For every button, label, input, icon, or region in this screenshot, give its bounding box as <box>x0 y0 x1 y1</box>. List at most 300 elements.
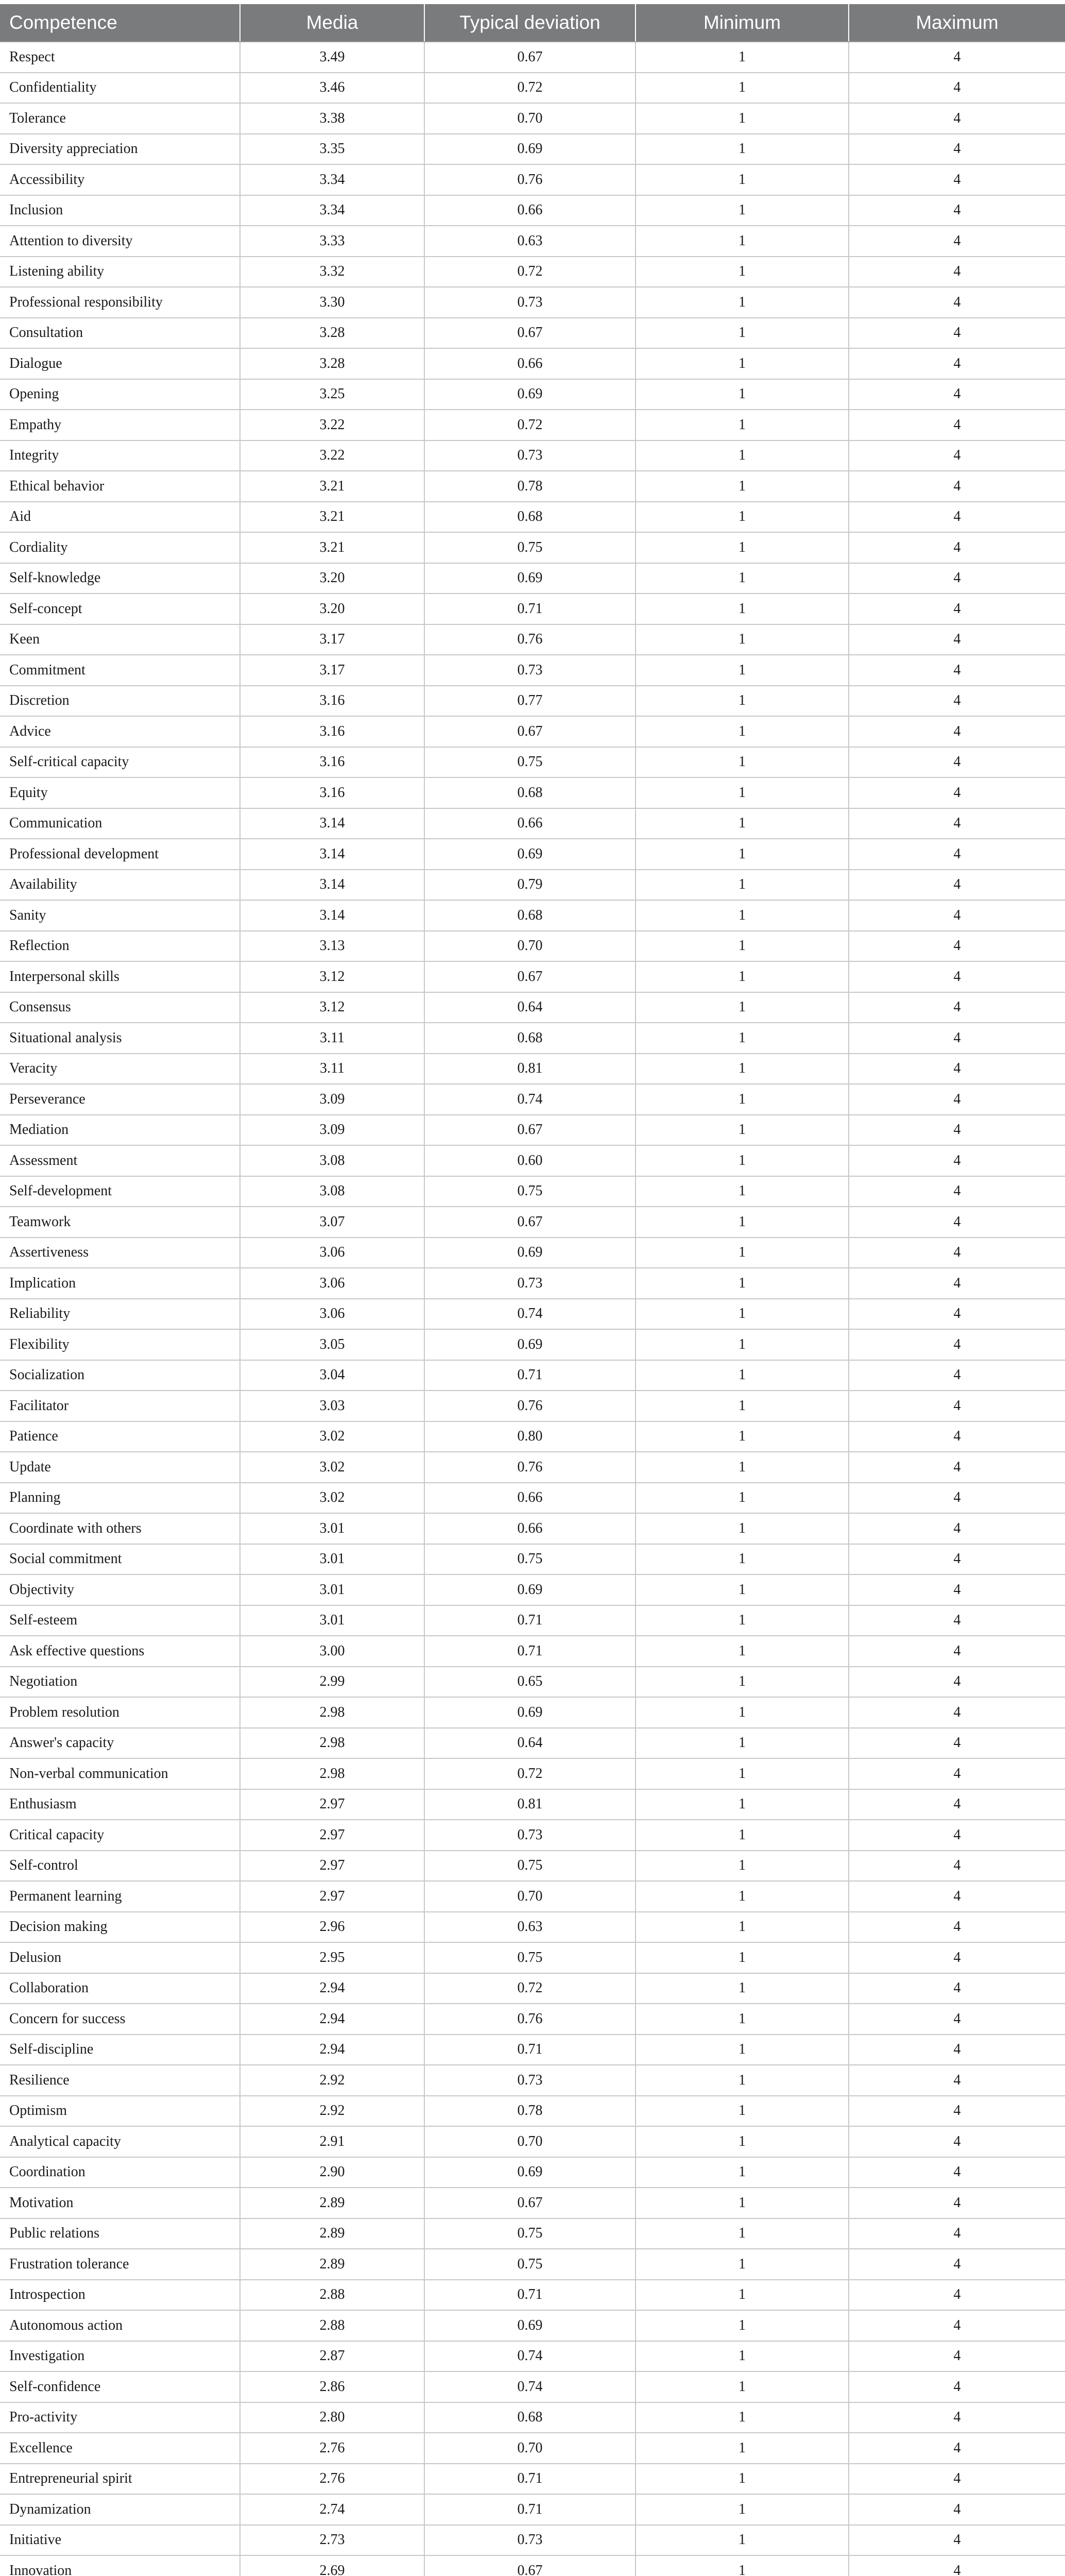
cell-minimum: 1 <box>635 1421 849 1452</box>
cell-minimum: 1 <box>635 1054 849 1084</box>
cell-typical-deviation: 0.71 <box>424 2035 635 2065</box>
cell-media: 3.22 <box>240 440 424 471</box>
table-row <box>0 2371 1065 2402</box>
header-maximum: Maximum <box>849 4 1065 42</box>
cell-typical-deviation: 0.66 <box>424 1483 635 1514</box>
cell-competence: Discretion <box>0 686 240 717</box>
cell-media: 3.14 <box>240 900 424 931</box>
cell-maximum: 4 <box>849 1023 1065 1054</box>
cell-competence: Investigation <box>0 2341 240 2372</box>
cell-typical-deviation: 0.75 <box>424 747 635 778</box>
table-row <box>0 1851 1065 1882</box>
cell-media: 3.16 <box>240 747 424 778</box>
cell-minimum: 1 <box>635 164 849 195</box>
cell-media: 3.33 <box>240 226 424 257</box>
table-row <box>0 379 1065 410</box>
cell-media: 3.34 <box>240 195 424 226</box>
cell-competence: Mediation <box>0 1115 240 1146</box>
cell-typical-deviation: 0.73 <box>424 2065 635 2096</box>
table-row <box>0 2218 1065 2249</box>
cell-typical-deviation: 0.75 <box>424 1942 635 1973</box>
table-row <box>0 2310 1065 2341</box>
cell-typical-deviation: 0.73 <box>424 1268 635 1299</box>
cell-typical-deviation: 0.76 <box>424 1452 635 1483</box>
cell-maximum: 4 <box>849 226 1065 257</box>
cell-typical-deviation: 0.64 <box>424 1728 635 1759</box>
cell-minimum: 1 <box>635 808 849 839</box>
cell-media: 2.92 <box>240 2096 424 2127</box>
table-row <box>0 1973 1065 2004</box>
cell-competence: Planning <box>0 1483 240 1514</box>
cell-maximum: 4 <box>849 2218 1065 2249</box>
cell-maximum: 4 <box>849 1054 1065 1084</box>
cell-typical-deviation: 0.67 <box>424 961 635 992</box>
cell-typical-deviation: 0.68 <box>424 2402 635 2433</box>
cell-typical-deviation: 0.69 <box>424 1329 635 1360</box>
cell-typical-deviation: 0.76 <box>424 624 635 655</box>
cell-competence: Initiative <box>0 2525 240 2556</box>
cell-competence: Commitment <box>0 655 240 686</box>
cell-media: 3.28 <box>240 318 424 349</box>
cell-media: 3.34 <box>240 164 424 195</box>
cell-maximum: 4 <box>849 992 1065 1023</box>
cell-maximum: 4 <box>849 2341 1065 2372</box>
cell-maximum: 4 <box>849 2280 1065 2311</box>
cell-maximum: 4 <box>849 931 1065 962</box>
cell-typical-deviation: 0.69 <box>424 1574 635 1605</box>
cell-media: 2.94 <box>240 2004 424 2035</box>
cell-competence: Diversity appreciation <box>0 134 240 165</box>
cell-maximum: 4 <box>849 1574 1065 1605</box>
cell-competence: Analytical capacity <box>0 2126 240 2157</box>
table-body <box>0 42 1065 2576</box>
cell-competence: Introspection <box>0 2280 240 2311</box>
cell-typical-deviation: 0.66 <box>424 1513 635 1544</box>
cell-competence: Resilience <box>0 2065 240 2096</box>
cell-typical-deviation: 0.69 <box>424 1697 635 1728</box>
cell-competence: Dialogue <box>0 348 240 379</box>
cell-competence: Autonomous action <box>0 2310 240 2341</box>
cell-media: 3.05 <box>240 1329 424 1360</box>
cell-minimum: 1 <box>635 1238 849 1268</box>
cell-maximum: 4 <box>849 2157 1065 2188</box>
cell-maximum: 4 <box>849 2004 1065 2035</box>
cell-competence: Public relations <box>0 2218 240 2249</box>
cell-competence: Motivation <box>0 2188 240 2218</box>
cell-maximum: 4 <box>849 348 1065 379</box>
table-row <box>0 1421 1065 1452</box>
cell-typical-deviation: 0.80 <box>424 1421 635 1452</box>
cell-media: 3.14 <box>240 870 424 901</box>
cell-competence: Aid <box>0 502 240 533</box>
table-row <box>0 2402 1065 2433</box>
cell-media: 3.12 <box>240 992 424 1023</box>
cell-minimum: 1 <box>635 1513 849 1544</box>
cell-media: 2.94 <box>240 1973 424 2004</box>
cell-typical-deviation: 0.72 <box>424 1973 635 2004</box>
cell-minimum: 1 <box>635 839 849 870</box>
cell-competence: Interpersonal skills <box>0 961 240 992</box>
cell-maximum: 4 <box>849 195 1065 226</box>
cell-typical-deviation: 0.69 <box>424 839 635 870</box>
cell-media: 2.88 <box>240 2280 424 2311</box>
table-row <box>0 2249 1065 2280</box>
cell-minimum: 1 <box>635 1912 849 1943</box>
cell-minimum: 1 <box>635 2494 849 2525</box>
table-row <box>0 1513 1065 1544</box>
table-row <box>0 1207 1065 1238</box>
table-row <box>0 2157 1065 2188</box>
cell-minimum: 1 <box>635 1973 849 2004</box>
table-row <box>0 471 1065 502</box>
cell-competence: Accessibility <box>0 164 240 195</box>
cell-maximum: 4 <box>849 2494 1065 2525</box>
cell-minimum: 1 <box>635 992 849 1023</box>
cell-minimum: 1 <box>635 1207 849 1238</box>
cell-media: 3.08 <box>240 1145 424 1176</box>
header-media: Media <box>240 4 424 42</box>
cell-minimum: 1 <box>635 1789 849 1820</box>
cell-competence: Ethical behavior <box>0 471 240 502</box>
table-row <box>0 1544 1065 1575</box>
cell-typical-deviation: 0.73 <box>424 655 635 686</box>
cell-competence: Self-confidence <box>0 2371 240 2402</box>
cell-media: 3.16 <box>240 686 424 717</box>
cell-media: 3.03 <box>240 1391 424 1421</box>
cell-competence: Keen <box>0 624 240 655</box>
table-row <box>0 1084 1065 1115</box>
cell-competence: Sanity <box>0 900 240 931</box>
cell-maximum: 4 <box>849 2371 1065 2402</box>
cell-typical-deviation: 0.67 <box>424 2188 635 2218</box>
table-row <box>0 440 1065 471</box>
cell-maximum: 4 <box>849 1697 1065 1728</box>
cell-typical-deviation: 0.81 <box>424 1054 635 1084</box>
cell-minimum: 1 <box>635 195 849 226</box>
cell-media: 2.97 <box>240 1851 424 1882</box>
cell-media: 3.01 <box>240 1574 424 1605</box>
cell-maximum: 4 <box>849 2249 1065 2280</box>
table-row <box>0 2004 1065 2035</box>
cell-typical-deviation: 0.73 <box>424 1820 635 1851</box>
table-row <box>0 318 1065 349</box>
cell-minimum: 1 <box>635 1636 849 1667</box>
cell-minimum: 1 <box>635 502 849 533</box>
cell-competence: Integrity <box>0 440 240 471</box>
cell-competence: Respect <box>0 42 240 73</box>
cell-typical-deviation: 0.76 <box>424 164 635 195</box>
cell-maximum: 4 <box>849 502 1065 533</box>
cell-maximum: 4 <box>849 1942 1065 1973</box>
table-row <box>0 1452 1065 1483</box>
cell-maximum: 4 <box>849 1605 1065 1636</box>
table-row <box>0 348 1065 379</box>
cell-media: 2.92 <box>240 2065 424 2096</box>
table-row <box>0 1667 1065 1698</box>
cell-minimum: 1 <box>635 257 849 287</box>
cell-maximum: 4 <box>849 440 1065 471</box>
cell-maximum: 4 <box>849 808 1065 839</box>
cell-maximum: 4 <box>849 2096 1065 2127</box>
cell-competence: Self-control <box>0 1851 240 1882</box>
cell-minimum: 1 <box>635 1483 849 1514</box>
cell-competence: Delusion <box>0 1942 240 1973</box>
cell-media: 3.06 <box>240 1238 424 1268</box>
cell-maximum: 4 <box>849 2065 1065 2096</box>
cell-typical-deviation: 0.73 <box>424 2525 635 2556</box>
cell-media: 2.95 <box>240 1942 424 1973</box>
cell-typical-deviation: 0.75 <box>424 1176 635 1207</box>
cell-typical-deviation: 0.76 <box>424 2004 635 2035</box>
cell-media: 3.09 <box>240 1084 424 1115</box>
table-row <box>0 2433 1065 2464</box>
table-row <box>0 1912 1065 1943</box>
cell-typical-deviation: 0.74 <box>424 1299 635 1330</box>
cell-minimum: 1 <box>635 2065 849 2096</box>
header-typical-deviation: Typical deviation <box>424 4 635 42</box>
cell-minimum: 1 <box>635 379 849 410</box>
cell-typical-deviation: 0.69 <box>424 379 635 410</box>
cell-media: 2.89 <box>240 2249 424 2280</box>
cell-minimum: 1 <box>635 777 849 808</box>
competence-table <box>0 4 1065 2576</box>
cell-competence: Self-knowledge <box>0 563 240 594</box>
cell-typical-deviation: 0.67 <box>424 318 635 349</box>
cell-maximum: 4 <box>849 1758 1065 1789</box>
table-row <box>0 502 1065 533</box>
table-row <box>0 1145 1065 1176</box>
cell-typical-deviation: 0.72 <box>424 1758 635 1789</box>
cell-media: 3.20 <box>240 563 424 594</box>
cell-media: 2.96 <box>240 1912 424 1943</box>
cell-media: 2.97 <box>240 1881 424 1912</box>
cell-minimum: 1 <box>635 900 849 931</box>
table-row <box>0 900 1065 931</box>
cell-minimum: 1 <box>635 1145 849 1176</box>
cell-media: 3.09 <box>240 1115 424 1146</box>
cell-maximum: 4 <box>849 900 1065 931</box>
cell-typical-deviation: 0.70 <box>424 2126 635 2157</box>
table-row <box>0 2464 1065 2495</box>
table-row <box>0 42 1065 73</box>
cell-minimum: 1 <box>635 1268 849 1299</box>
cell-competence: Decision making <box>0 1912 240 1943</box>
cell-minimum: 1 <box>635 1605 849 1636</box>
table-row <box>0 1789 1065 1820</box>
cell-media: 2.91 <box>240 2126 424 2157</box>
cell-typical-deviation: 0.79 <box>424 870 635 901</box>
cell-minimum: 1 <box>635 2280 849 2311</box>
cell-competence: Flexibility <box>0 1329 240 1360</box>
cell-competence: Self-discipline <box>0 2035 240 2065</box>
cell-competence: Update <box>0 1452 240 1483</box>
cell-competence: Attention to diversity <box>0 226 240 257</box>
cell-minimum: 1 <box>635 2126 849 2157</box>
cell-typical-deviation: 0.63 <box>424 226 635 257</box>
cell-maximum: 4 <box>849 1360 1065 1391</box>
cell-maximum: 4 <box>849 716 1065 747</box>
table-row <box>0 870 1065 901</box>
table-row <box>0 287 1065 318</box>
cell-minimum: 1 <box>635 226 849 257</box>
cell-minimum: 1 <box>635 1758 849 1789</box>
cell-minimum: 1 <box>635 440 849 471</box>
cell-minimum: 1 <box>635 1667 849 1698</box>
table-row <box>0 1268 1065 1299</box>
cell-competence: Advice <box>0 716 240 747</box>
cell-competence: Consultation <box>0 318 240 349</box>
cell-media: 3.06 <box>240 1268 424 1299</box>
cell-typical-deviation: 0.71 <box>424 2494 635 2525</box>
cell-competence: Consensus <box>0 992 240 1023</box>
cell-minimum: 1 <box>635 1084 849 1115</box>
cell-maximum: 4 <box>849 624 1065 655</box>
cell-minimum: 1 <box>635 2249 849 2280</box>
cell-media: 3.32 <box>240 257 424 287</box>
cell-maximum: 4 <box>849 1329 1065 1360</box>
cell-competence: Frustration tolerance <box>0 2249 240 2280</box>
cell-typical-deviation: 0.78 <box>424 2096 635 2127</box>
cell-competence: Perseverance <box>0 1084 240 1115</box>
cell-minimum: 1 <box>635 1851 849 1882</box>
cell-media: 3.11 <box>240 1023 424 1054</box>
cell-minimum: 1 <box>635 2004 849 2035</box>
cell-media: 2.98 <box>240 1697 424 1728</box>
table-row <box>0 195 1065 226</box>
cell-media: 3.11 <box>240 1054 424 1084</box>
cell-maximum: 4 <box>849 379 1065 410</box>
cell-minimum: 1 <box>635 2035 849 2065</box>
cell-typical-deviation: 0.71 <box>424 1636 635 1667</box>
table-row <box>0 808 1065 839</box>
cell-typical-deviation: 0.60 <box>424 1145 635 1176</box>
table-row <box>0 532 1065 563</box>
cell-competence: Optimism <box>0 2096 240 2127</box>
table-row <box>0 1054 1065 1084</box>
cell-competence: Excellence <box>0 2433 240 2464</box>
table-row <box>0 2188 1065 2218</box>
cell-competence: Professional responsibility <box>0 287 240 318</box>
cell-typical-deviation: 0.68 <box>424 1023 635 1054</box>
cell-media: 2.76 <box>240 2464 424 2495</box>
cell-minimum: 1 <box>635 1881 849 1912</box>
cell-typical-deviation: 0.68 <box>424 502 635 533</box>
cell-competence: Critical capacity <box>0 1820 240 1851</box>
cell-maximum: 4 <box>849 563 1065 594</box>
cell-maximum: 4 <box>849 1513 1065 1544</box>
cell-media: 2.89 <box>240 2218 424 2249</box>
cell-minimum: 1 <box>635 2402 849 2433</box>
table-row <box>0 1299 1065 1330</box>
cell-typical-deviation: 0.73 <box>424 440 635 471</box>
cell-minimum: 1 <box>635 2188 849 2218</box>
cell-typical-deviation: 0.71 <box>424 2464 635 2495</box>
cell-maximum: 4 <box>849 594 1065 624</box>
table-row <box>0 1574 1065 1605</box>
table-row <box>0 747 1065 778</box>
cell-maximum: 4 <box>849 1391 1065 1421</box>
cell-media: 3.25 <box>240 379 424 410</box>
table-row <box>0 2035 1065 2065</box>
table-row <box>0 839 1065 870</box>
cell-maximum: 4 <box>849 287 1065 318</box>
cell-typical-deviation: 0.64 <box>424 992 635 1023</box>
cell-typical-deviation: 0.71 <box>424 1360 635 1391</box>
cell-typical-deviation: 0.71 <box>424 594 635 624</box>
cell-maximum: 4 <box>849 1145 1065 1176</box>
cell-competence: Teamwork <box>0 1207 240 1238</box>
cell-competence: Cordiality <box>0 532 240 563</box>
cell-maximum: 4 <box>849 2310 1065 2341</box>
cell-media: 3.02 <box>240 1421 424 1452</box>
cell-competence: Veracity <box>0 1054 240 1084</box>
cell-minimum: 1 <box>635 2218 849 2249</box>
cell-competence: Assessment <box>0 1145 240 1176</box>
cell-media: 2.98 <box>240 1728 424 1759</box>
table-row <box>0 1238 1065 1268</box>
table-row <box>0 1942 1065 1973</box>
cell-minimum: 1 <box>635 624 849 655</box>
cell-maximum: 4 <box>849 1176 1065 1207</box>
cell-minimum: 1 <box>635 134 849 165</box>
cell-maximum: 4 <box>849 655 1065 686</box>
cell-maximum: 4 <box>849 532 1065 563</box>
cell-minimum: 1 <box>635 2341 849 2372</box>
cell-media: 2.88 <box>240 2310 424 2341</box>
cell-maximum: 4 <box>849 2464 1065 2495</box>
table-row <box>0 134 1065 165</box>
cell-competence: Self-critical capacity <box>0 747 240 778</box>
cell-media: 3.16 <box>240 777 424 808</box>
cell-media: 2.94 <box>240 2035 424 2065</box>
table-row <box>0 103 1065 134</box>
cell-competence: Professional development <box>0 839 240 870</box>
table-header <box>0 4 1065 42</box>
cell-maximum: 4 <box>849 686 1065 717</box>
cell-typical-deviation: 0.75 <box>424 1544 635 1575</box>
cell-maximum: 4 <box>849 2433 1065 2464</box>
cell-minimum: 1 <box>635 2525 849 2556</box>
cell-maximum: 4 <box>849 73 1065 104</box>
cell-minimum: 1 <box>635 655 849 686</box>
cell-typical-deviation: 0.65 <box>424 1667 635 1698</box>
table-row <box>0 2555 1065 2576</box>
cell-minimum: 1 <box>635 1176 849 1207</box>
cell-typical-deviation: 0.69 <box>424 1238 635 1268</box>
cell-competence: Pro-activity <box>0 2402 240 2433</box>
cell-competence: Ask effective questions <box>0 1636 240 1667</box>
table-row <box>0 992 1065 1023</box>
cell-minimum: 1 <box>635 318 849 349</box>
cell-competence: Entrepreneurial spirit <box>0 2464 240 2495</box>
cell-media: 3.35 <box>240 134 424 165</box>
cell-competence: Communication <box>0 808 240 839</box>
cell-maximum: 4 <box>849 1973 1065 2004</box>
cell-minimum: 1 <box>635 1728 849 1759</box>
cell-minimum: 1 <box>635 1360 849 1391</box>
cell-competence: Negotiation <box>0 1667 240 1698</box>
cell-competence: Empathy <box>0 410 240 440</box>
cell-media: 2.99 <box>240 1667 424 1698</box>
cell-typical-deviation: 0.75 <box>424 1851 635 1882</box>
cell-typical-deviation: 0.75 <box>424 2218 635 2249</box>
header-competence: Competence <box>0 4 240 42</box>
table-row <box>0 1023 1065 1054</box>
cell-maximum: 4 <box>849 1667 1065 1698</box>
cell-typical-deviation: 0.67 <box>424 1115 635 1146</box>
cell-typical-deviation: 0.75 <box>424 532 635 563</box>
cell-maximum: 4 <box>849 42 1065 73</box>
